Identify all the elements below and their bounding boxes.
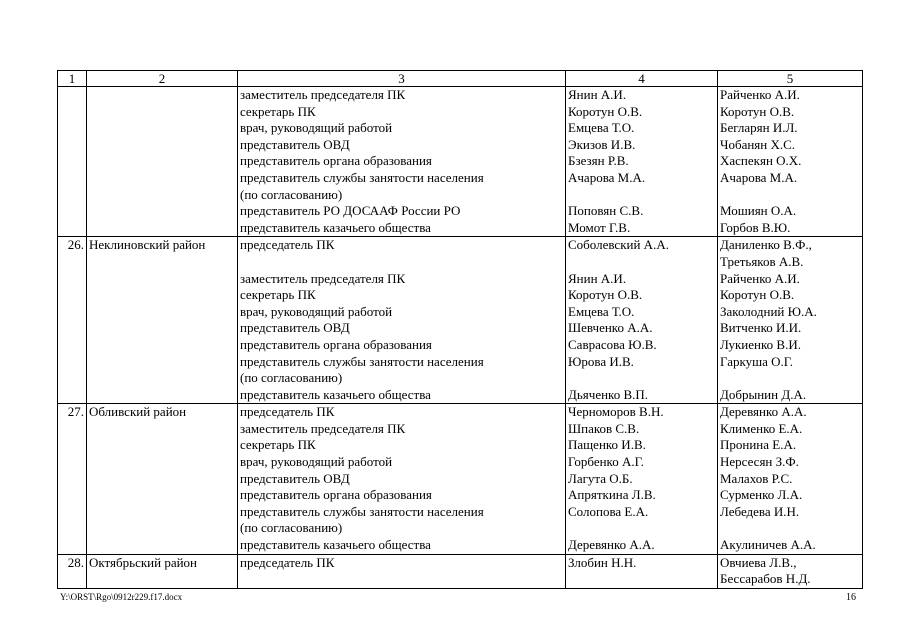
column-header-3: 3 [238, 71, 566, 87]
position: представитель казачьего общества [240, 386, 431, 402]
column-header-4: 4 [566, 71, 718, 87]
reserve-member-name: Лукиенко В.И. [720, 336, 801, 352]
member-name: Саврасова Ю.В. [568, 336, 657, 352]
reserve-member-name: Гаркуша О.Г. [720, 353, 794, 369]
position: председатель ПК [240, 237, 335, 253]
position: секретарь ПК [240, 437, 316, 453]
member-name-cell [566, 404, 718, 554]
member-name [568, 520, 715, 537]
position: представитель органа образования [240, 336, 432, 352]
row-number: 27. [58, 404, 87, 554]
reserve-member-name: Добрынин Д.А. [720, 386, 807, 402]
position-cell [238, 87, 566, 237]
reserve-member-name: Пронина Е.А. [720, 437, 797, 453]
member-name: Деревянко А.А. [568, 537, 655, 553]
member-name-cell [566, 87, 718, 237]
position: представитель ОВД [240, 136, 350, 152]
reserve-member-name: Малахов Р.С. [720, 470, 793, 486]
reserve-member-name: Акулиничев А.А. [720, 537, 816, 553]
member-name: Солопова Е.А. [568, 503, 649, 519]
position: врач, руководящий работой [240, 303, 393, 319]
reserve-member-name: Хаспекян О.Х. [720, 153, 802, 169]
position [240, 254, 563, 271]
reserve-member-name: Деревянко А.А. [720, 404, 807, 420]
position: председатель ПК [240, 404, 335, 420]
member-name: Янин А.И. [568, 87, 627, 102]
reserve-member-name: Горбов В.Ю. [720, 219, 791, 235]
reserve-member-name: Бессарабов Н.Д. [720, 571, 811, 587]
committee-table [57, 70, 863, 589]
reserve-member-name: Мошиян О.А. [720, 203, 797, 219]
position: представитель службы занятости населения [240, 169, 484, 185]
footer-file-path: Y:\ORST\Rgo\0912r229.f17.docx [60, 592, 183, 602]
reserve-member-name: Чобанян Х.С. [720, 136, 796, 152]
table-row [58, 237, 863, 404]
position: представитель казачьего общества [240, 219, 431, 235]
member-name: Шевченко А.А. [568, 320, 653, 336]
position: секретарь ПК [240, 103, 316, 119]
member-name: Дьяченко В.П. [568, 386, 649, 402]
table-row [58, 87, 863, 237]
reserve-member-name [720, 370, 860, 387]
member-name: Злобин Н.Н. [568, 554, 637, 570]
reserve-member-name: Коротун О.В. [720, 287, 795, 303]
reserve-member-name-cell [718, 237, 863, 404]
member-name: Коротун О.В. [568, 287, 643, 303]
position [240, 571, 563, 588]
reserve-member-name [720, 187, 860, 204]
position: председатель ПК [240, 554, 335, 570]
position-cell [238, 404, 566, 554]
member-name: Юрова И.В. [568, 353, 634, 369]
reserve-member-name: Сурменко Л.А. [720, 487, 803, 503]
district-name [87, 87, 238, 237]
position: представитель ОВД [240, 320, 350, 336]
member-name [568, 571, 715, 588]
table-row [58, 554, 863, 588]
position-cell [238, 554, 566, 588]
position: заместитель председателя ПК [240, 87, 406, 102]
member-name [568, 370, 715, 387]
column-header-5: 5 [718, 71, 863, 87]
reserve-member-name: Витченко И.И. [720, 320, 802, 336]
member-name [568, 187, 715, 204]
member-name: Горбенко А.Г. [568, 454, 644, 470]
column-header-2: 2 [87, 71, 238, 87]
reserve-member-name: Заколодний Ю.А. [720, 303, 817, 319]
reserve-member-name: Райченко А.И. [720, 87, 800, 102]
reserve-member-name: Коротун О.В. [720, 103, 795, 119]
reserve-member-name-cell [718, 554, 863, 588]
reserve-member-name [720, 520, 860, 537]
column-header-1: 1 [58, 71, 87, 87]
member-name: Емцева Т.О. [568, 120, 635, 136]
position: представитель ОВД [240, 470, 350, 486]
member-name: Экизов И.В. [568, 136, 636, 152]
member-name: Пащенко И.В. [568, 437, 646, 453]
reserve-member-name-cell [718, 404, 863, 554]
position: представитель службы занятости населения [240, 503, 484, 519]
table-header [58, 71, 863, 87]
position: (по согласованию) [240, 370, 343, 386]
position-cell [238, 237, 566, 404]
member-name-cell [566, 237, 718, 404]
district-name: Обливский район [87, 404, 238, 554]
position: представитель казачьего общества [240, 537, 431, 553]
reserve-member-name: Райченко А.И. [720, 270, 800, 286]
table-body [58, 87, 863, 589]
position: представитель службы занятости населения [240, 353, 484, 369]
member-name [568, 254, 715, 271]
member-name: Апряткина Л.В. [568, 487, 656, 503]
position: секретарь ПК [240, 287, 316, 303]
district-name: Неклиновский район [87, 237, 238, 404]
row-number: 28. [58, 554, 87, 588]
district-name: Октябрьский район [87, 554, 238, 588]
reserve-member-name: Ачарова М.А. [720, 169, 798, 185]
member-name: Коротун О.В. [568, 103, 643, 119]
position: врач, руководящий работой [240, 454, 393, 470]
position: (по согласованию) [240, 186, 343, 202]
member-name: Емцева Т.О. [568, 303, 635, 319]
reserve-member-name: Лебедева И.Н. [720, 503, 800, 519]
footer-page-number: 16 [846, 592, 856, 603]
reserve-member-name-cell [718, 87, 863, 237]
row-number [58, 87, 87, 237]
reserve-member-name: Третьяков А.В. [720, 253, 804, 269]
reserve-member-name: Бегларян И.Л. [720, 120, 798, 136]
member-name: Момот Г.В. [568, 219, 631, 235]
table-row [58, 404, 863, 554]
position: представитель РО ДОСААФ России РО [240, 203, 461, 219]
position: представитель органа образования [240, 153, 432, 169]
member-name: Ачарова М.А. [568, 169, 646, 185]
reserve-member-name: Даниленко В.Ф., [720, 237, 812, 253]
member-name: Соболевский А.А. [568, 237, 669, 253]
reserve-member-name: Нерсесян З.Ф. [720, 454, 799, 470]
member-name: Черноморов В.Н. [568, 404, 664, 420]
row-number: 26. [58, 237, 87, 404]
member-name: Лагута О.Б. [568, 470, 633, 486]
position: представитель органа образования [240, 487, 432, 503]
position: (по согласованию) [240, 520, 343, 536]
position: заместитель председателя ПК [240, 270, 406, 286]
member-name-cell [566, 554, 718, 588]
member-name: Янин А.И. [568, 270, 627, 286]
reserve-member-name: Овчиева Л.В., [720, 554, 797, 570]
member-name: Шпаков С.В. [568, 420, 640, 436]
position: врач, руководящий работой [240, 120, 393, 136]
member-name: Бзезян Р.В. [568, 153, 629, 169]
position: заместитель председателя ПК [240, 420, 406, 436]
reserve-member-name: Клименко Е.А. [720, 420, 803, 436]
member-name: Поповян С.В. [568, 203, 644, 219]
